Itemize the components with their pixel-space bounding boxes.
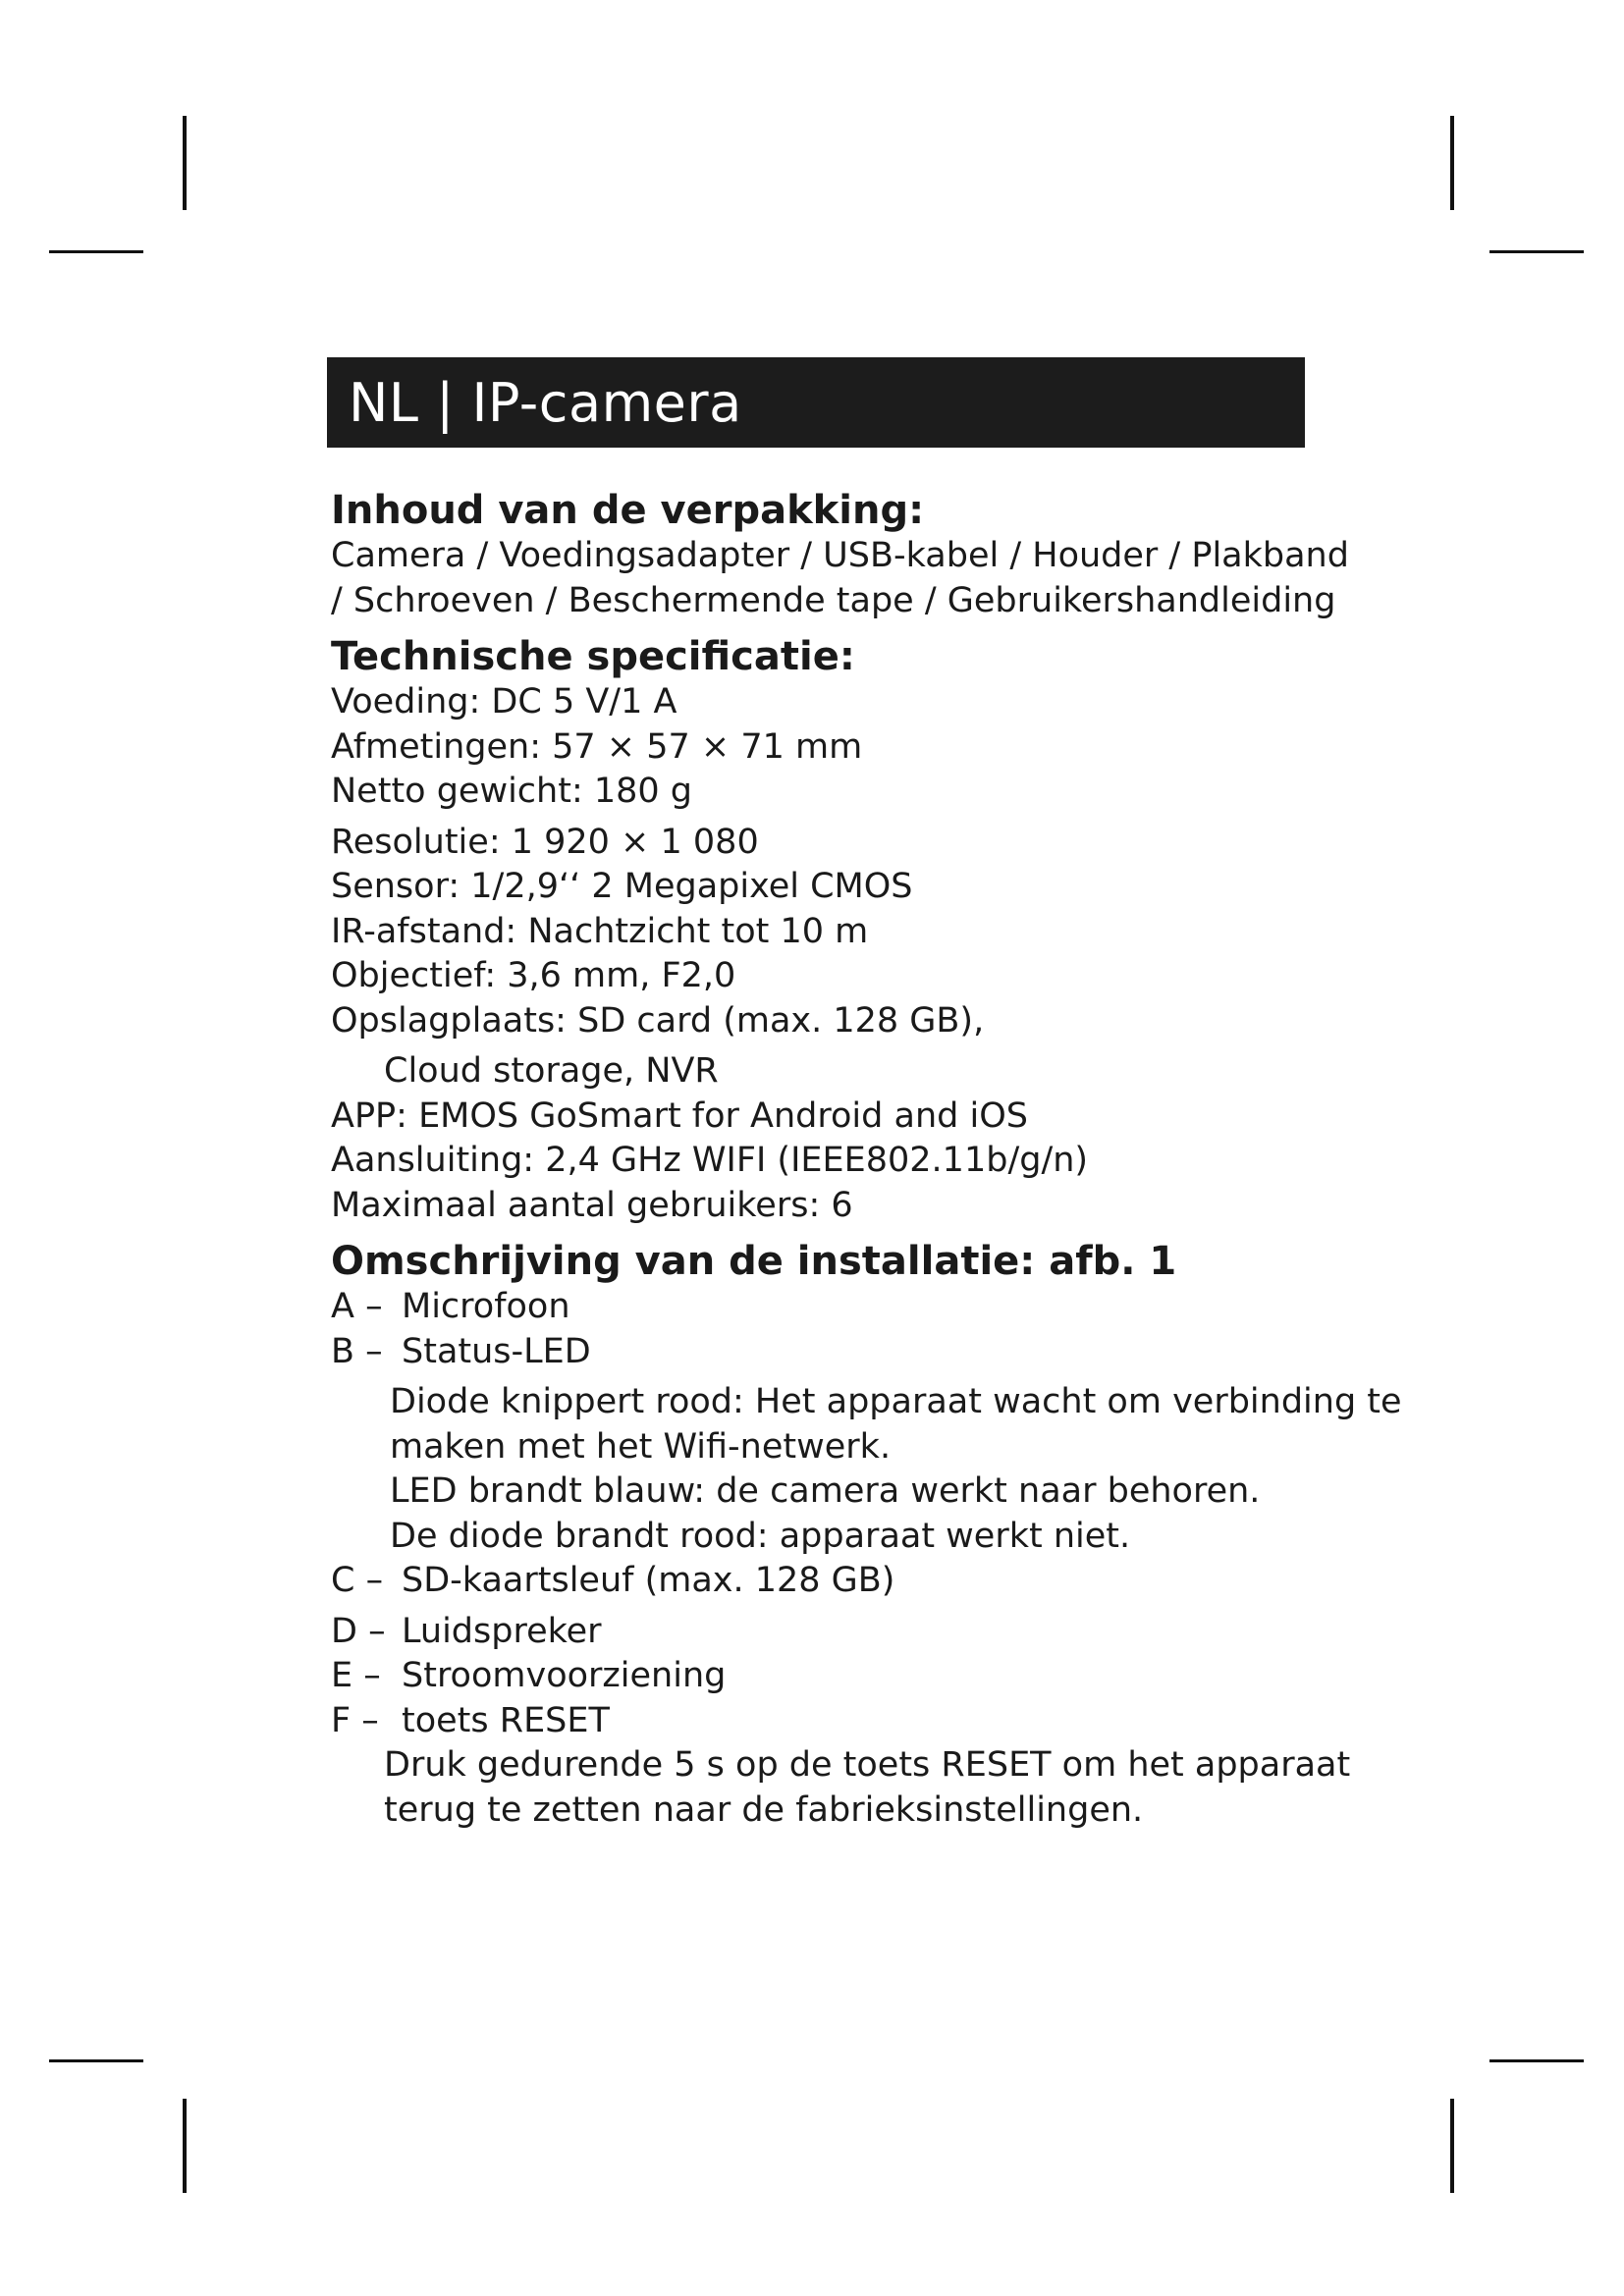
led-note: De diode brandt rood: apparaat werkt niet. <box>390 1516 1131 1556</box>
specs-heading: Technische specificatie: <box>331 634 855 679</box>
crop-mark-bottom-right-horizontal <box>1489 2059 1584 2062</box>
crop-mark-top-left-vertical <box>183 116 187 210</box>
spec-power: Voeding: DC 5 V/1 A <box>331 682 677 721</box>
install-item-letter: B – <box>331 1331 383 1371</box>
install-item-text: toets RESET <box>402 1700 610 1740</box>
led-note: maken met het Wifi-netwerk. <box>390 1426 892 1467</box>
install-item-text: Stroomvoorziening <box>402 1656 727 1695</box>
spec-app: APP: EMOS GoSmart for Android and iOS <box>331 1095 1028 1136</box>
page-title: NL | IP-camera <box>349 371 742 434</box>
crop-mark-bottom-left-vertical <box>183 2099 187 2193</box>
crop-mark-top-right-horizontal <box>1489 250 1584 253</box>
install-item-letter: E – <box>331 1656 381 1695</box>
spec-connection: Aansluiting: 2,4 GHz WIFI (IEEE802.11b/g/n) <box>331 1141 1089 1180</box>
install-item-text: Luidspreker <box>402 1611 602 1651</box>
spec-sensor: Sensor: 1/2,9‘‘ 2 Megapixel CMOS <box>331 867 913 906</box>
install-item-c <box>331 1559 1313 1604</box>
reset-note: Druk gedurende 5 s op de toets RESET om het apparaat <box>384 1745 1351 1785</box>
led-note: LED brandt blauw: de camera werkt naar behoren. <box>390 1471 1261 1511</box>
spec-dimensions: Afmetingen: 57 × 57 × 71 mm <box>331 726 863 767</box>
install-item-letter: F – <box>331 1700 379 1740</box>
install-item-letter: D – <box>331 1611 386 1651</box>
crop-mark-bottom-right-vertical <box>1450 2099 1454 2193</box>
install-heading: Omschrijving van de installatie: afb. 1 <box>331 1239 1177 1284</box>
reset-note: terug te zetten naar de fabrieksinstellingen. <box>384 1789 1144 1830</box>
spec-weight: Netto gewicht: 180 g <box>331 772 693 811</box>
install-item-text: Status-LED <box>402 1331 591 1371</box>
contents-line: / Schroeven / Beschermende tape / Gebruikershandleiding <box>331 580 1336 620</box>
spec-storage: Opslagplaats: SD card (max. 128 GB), <box>331 1000 985 1041</box>
crop-mark-bottom-left-horizontal <box>49 2059 143 2062</box>
install-item-text: SD-kaartsleuf (max. 128 GB) <box>402 1561 895 1600</box>
install-item-letter: C – <box>331 1561 384 1600</box>
led-note: Diode knippert rood: Het apparaat wacht om verbinding te <box>390 1382 1402 1421</box>
spec-ir-range: IR-afstand: Nachtzicht tot 10 m <box>331 911 869 951</box>
install-item-f <box>331 1699 1313 1744</box>
crop-mark-top-right-vertical <box>1450 116 1454 210</box>
install-item-text: Microfoon <box>402 1287 570 1326</box>
install-item-letter: A – <box>331 1287 383 1326</box>
manual-content <box>331 487 1402 1833</box>
install-item-e <box>331 1654 1313 1699</box>
spec-max-users: Maximaal aantal gebruikers: 6 <box>331 1185 853 1225</box>
contents-line: Camera / Voedingsadapter / USB-kabel / Houder / Plakband <box>331 536 1349 575</box>
install-item-d <box>331 1610 1313 1655</box>
spec-storage-continued: Cloud storage, NVR <box>384 1051 719 1091</box>
title-bar <box>327 357 1305 448</box>
contents-heading: Inhoud van de verpakking: <box>331 488 925 533</box>
crop-mark-top-left-horizontal <box>49 250 143 253</box>
install-item-a <box>331 1285 1313 1330</box>
spec-lens: Objectief: 3,6 mm, F2,0 <box>331 956 736 995</box>
install-item-b <box>331 1330 1313 1375</box>
spec-resolution: Resolutie: 1 920 × 1 080 <box>331 822 759 862</box>
